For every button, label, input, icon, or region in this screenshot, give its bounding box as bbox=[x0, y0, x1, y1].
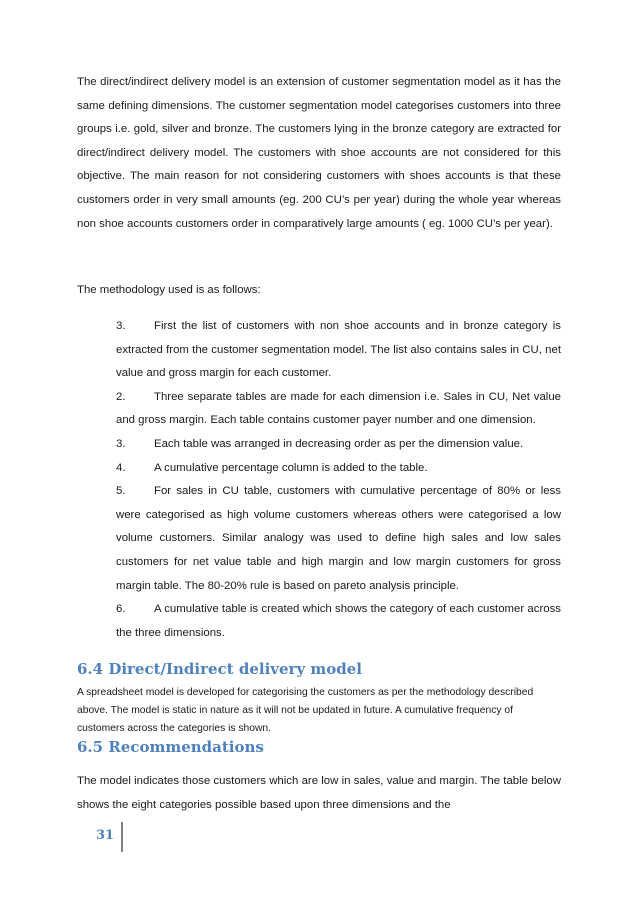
list-item-text: A cumulative table is created which shows the category of each customer across the three dimensions. bbox=[116, 603, 561, 639]
list-item-text: Each table was arranged in decreasing order as per the dimension value. bbox=[154, 437, 524, 450]
list-item-number: 2. bbox=[116, 390, 126, 403]
list-item-number: 4. bbox=[116, 461, 126, 474]
section-6-5-paragraph: The model indicates those customers which are low in sales, value and margin. The table below shows the eight categories possible based upon three dimensions and the bbox=[77, 775, 561, 811]
methodology-list bbox=[116, 315, 561, 645]
list-item bbox=[116, 433, 561, 457]
list-item-number: 5. bbox=[116, 485, 126, 498]
list-item-number: 3. bbox=[116, 320, 126, 332]
list-item-number: 6. bbox=[116, 603, 126, 616]
section-heading-6-5: 6.5 Recommendations bbox=[77, 738, 264, 756]
list-item bbox=[116, 386, 561, 433]
list-item-text: Three separate tables are made for each dimension i.e. Sales in CU, Net value and gross margin. Each table contains customer payer number and one dimension. bbox=[116, 390, 561, 427]
section-heading-6-4: 6.4 Direct/Indirect delivery model bbox=[77, 660, 362, 678]
list-item bbox=[116, 315, 561, 386]
list-item-number: 3. bbox=[116, 437, 126, 450]
list-item bbox=[116, 457, 561, 481]
page-number: 31 bbox=[96, 828, 115, 843]
methodology-intro: The methodology used is as follows: bbox=[77, 284, 261, 296]
list-item-text: For sales in CU table, customers with cumulative percentage of 80% or less were categorised as high volume customers whereas others were categorised a low volume customers. Similar analogy was used to define high sales and low sales customers for net value table and high margin and low margin customers for gross margin table. The 80-20% rule is based on pareto analysis principle. bbox=[116, 485, 561, 592]
list-item bbox=[116, 480, 561, 598]
footer-divider bbox=[121, 822, 123, 852]
list-item-text: First the list of customers with non shoe accounts and in bronze category is extracted from the customer segmentation model. The list also contains sales in CU, net value and gross margin for each customer. bbox=[116, 320, 561, 380]
list-item bbox=[116, 598, 561, 645]
section-6-4-paragraph: A spreadsheet model is developed for categorising the customers as per the methodology described above. The model is static in nature as it will not be updated in future. A cumulative frequency of customers across the categories is shown. bbox=[77, 687, 534, 734]
intro-paragraph: The direct/indirect delivery model is an extension of customer segmentation model as it has the same defining dimensions. The customer segmentation model categorises customers into three groups i.e. gold, silver and bronze. The customers lying in the bronze category are extracted for direct/indirect delivery model. The customers with shoe accounts are not considered for this objective. The main reason for not considering customers with shoes accounts is that these customers order in very small amounts (eg. 200 CU’s per year) during the whole year whereas non shoe accounts customers order in comparatively large amounts ( eg. 1000 CU’s per year). bbox=[77, 76, 561, 230]
list-item-text: A cumulative percentage column is added to the table. bbox=[154, 461, 428, 474]
